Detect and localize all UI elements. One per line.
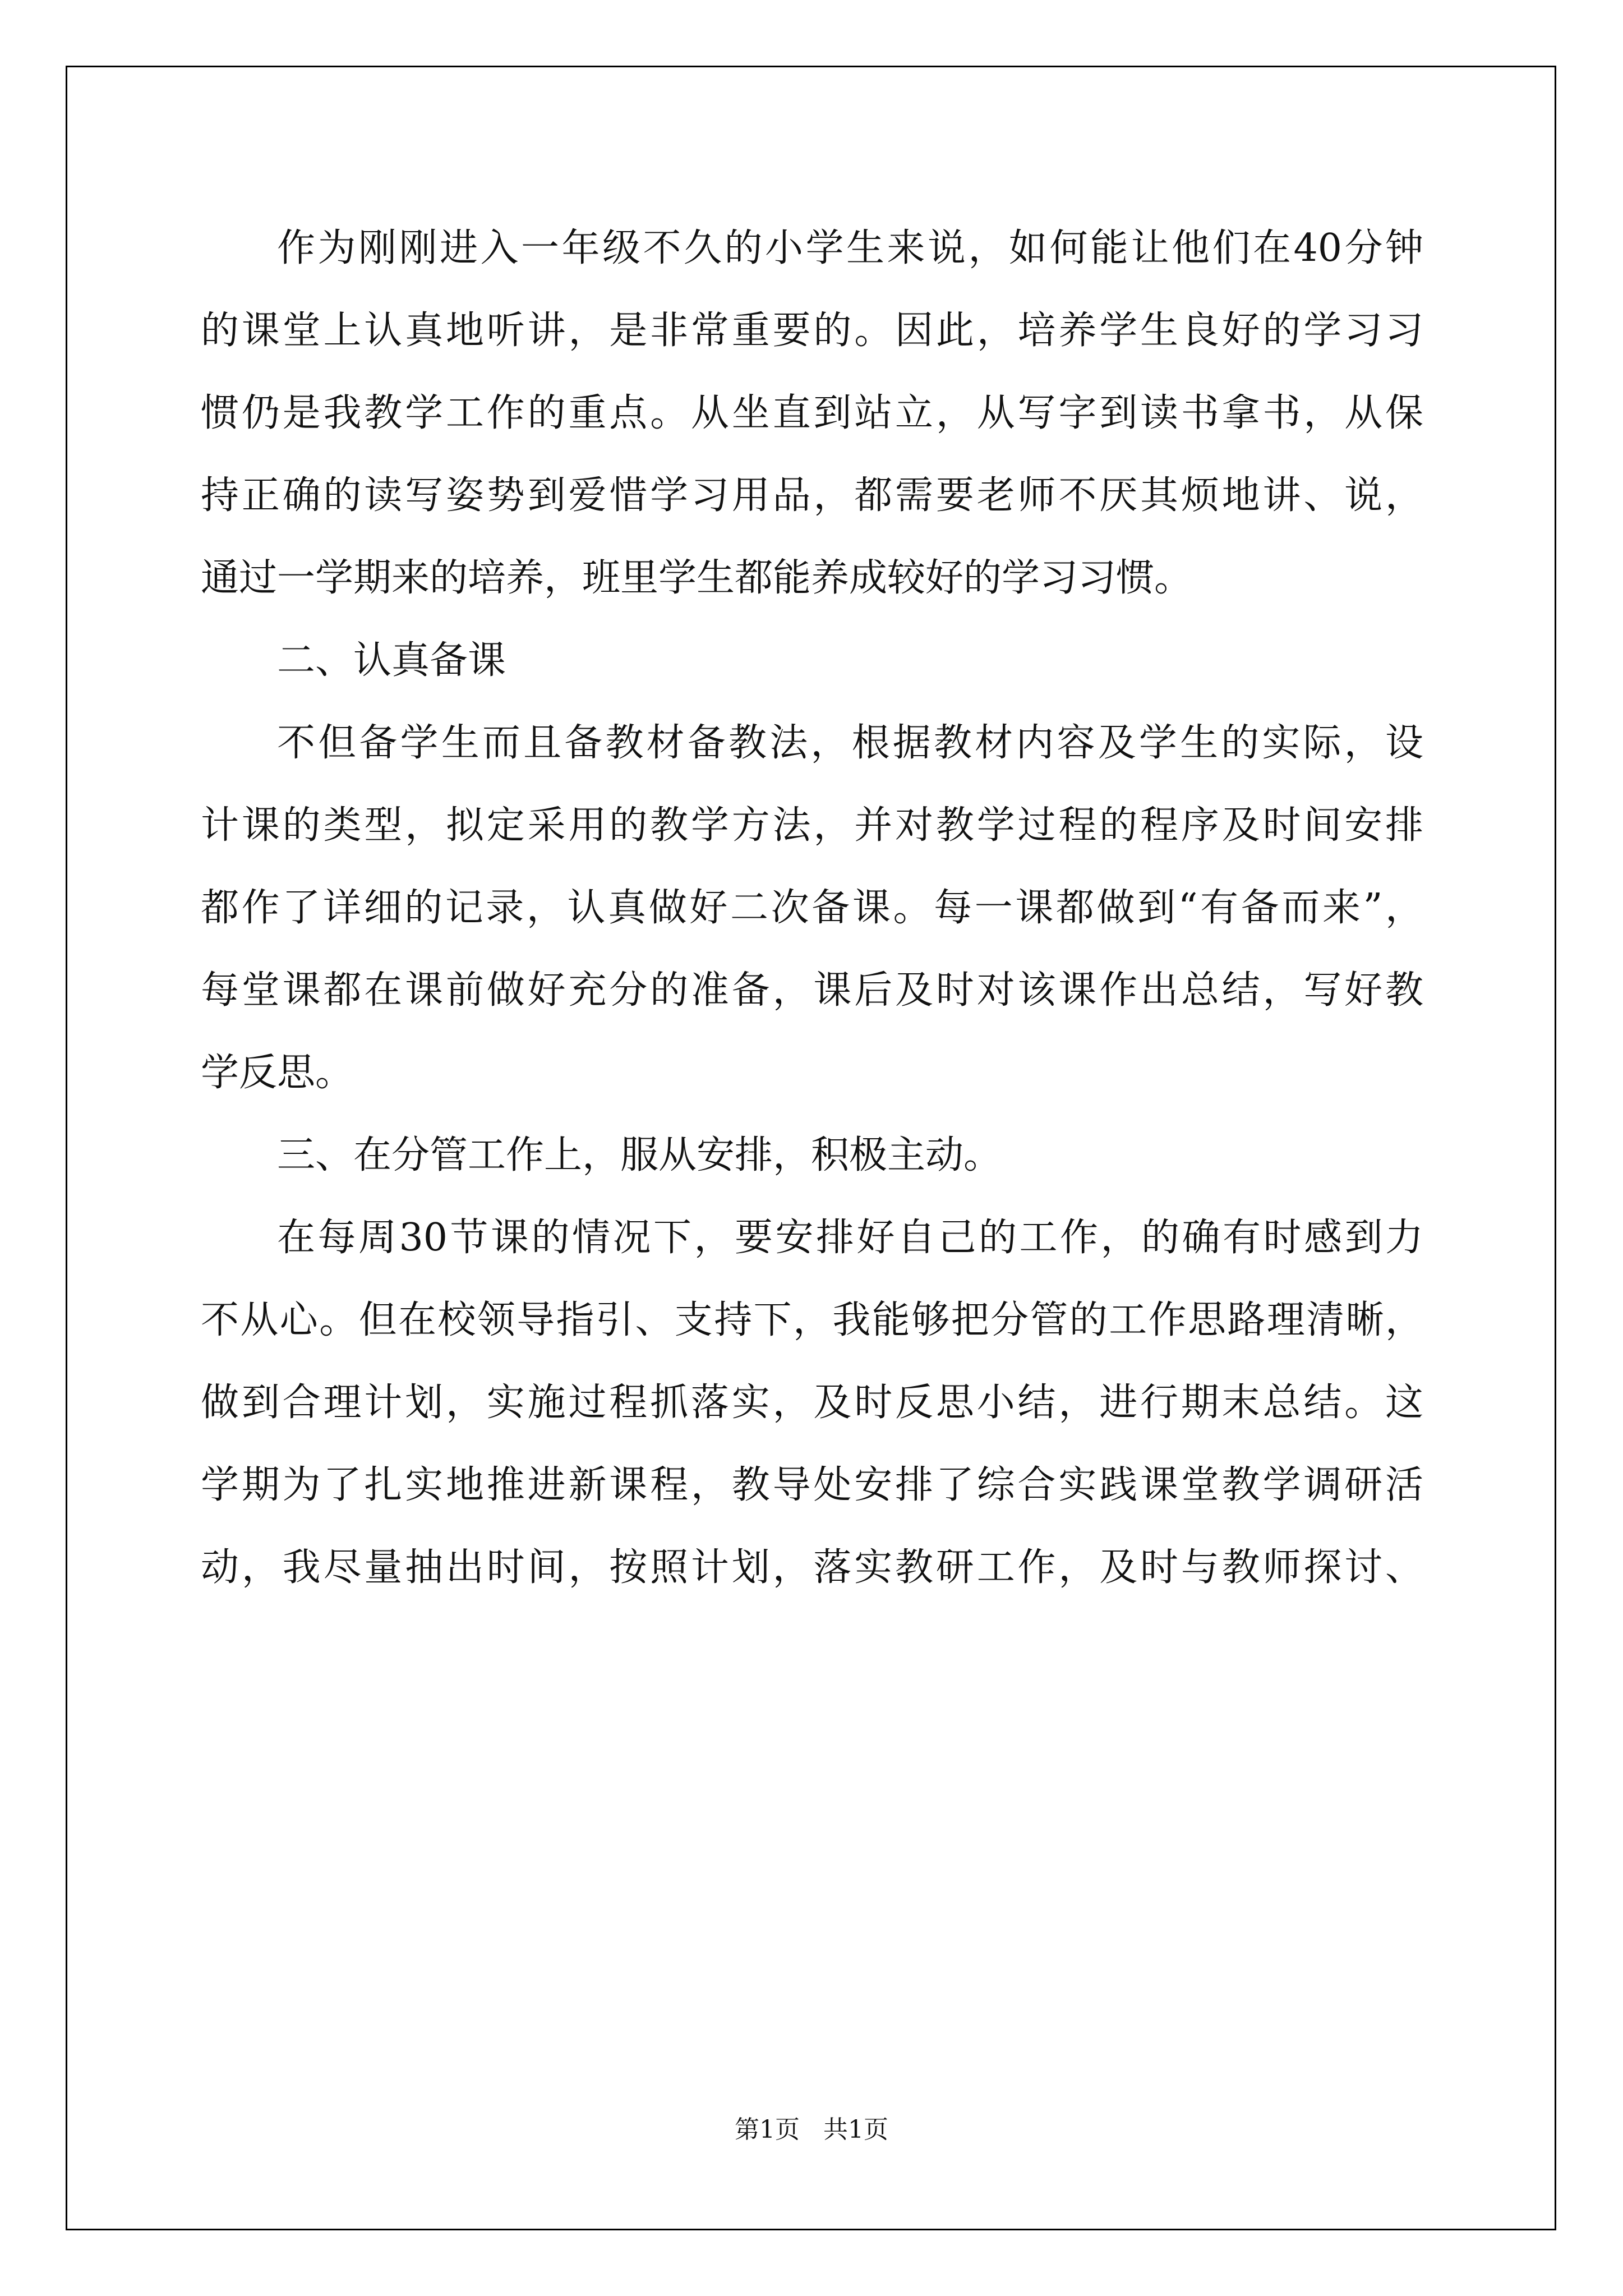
text-line: 在每周30节课的情况下，要安排好自己的工作，的确有时感到力 [277,1216,1423,1260]
text-line: 每堂课都在课前做好充分的准备，课后及时对该课作出总结，写好教 [201,968,1423,1013]
page-footer: 第1页 共1页 [735,2115,888,2144]
text-line: 通过一学期来的培养，班里学生都能养成较好的学习习惯。 [201,556,1193,600]
text-line: 的课堂上认真地听讲，是非常重要的。因此，培养学生良好的学习习 [201,309,1423,353]
text-line: 惯仍是我教学工作的重点。从坐直到站立，从写字到读书拿书，从保 [201,391,1423,435]
section-heading: 三、在分管工作上，服从安排，积极主动。 [277,1133,1002,1177]
text-line: 做到合理计划，实施过程抓落实，及时反思小结，进行期末总结。这 [201,1381,1423,1425]
text-line: 不但备学生而且备教材备教法，根据教材内容及学生的实际，设 [277,721,1423,765]
text-line: 都作了详细的记录，认真做好二次备课。每一课都做到“有备而来”， [201,886,1423,930]
text-line: 不从心。但在校领导指引、支持下，我能够把分管的工作思路理清晰， [201,1298,1423,1342]
text-line: 动，我尽量抽出时间，按照计划，落实教研工作，及时与教师探讨、 [201,1545,1423,1590]
text-line: 学反思。 [201,1051,354,1095]
section-heading: 二、认真备课 [277,638,506,683]
text-line: 作为刚刚进入一年级不久的小学生来说，如何能让他们在40分钟 [277,226,1423,270]
document-body [201,223,1423,1625]
text-line: 持正确的读写姿势到爱惜学习用品，都需要老师不厌其烦地讲、说， [201,473,1423,518]
text-line: 计课的类型，拟定采用的教学方法，并对教学过程的程序及时间安排 [201,803,1423,848]
text-line: 学期为了扎实地推进新课程，教导处安排了综合实践课堂教学调研活 [201,1463,1423,1507]
